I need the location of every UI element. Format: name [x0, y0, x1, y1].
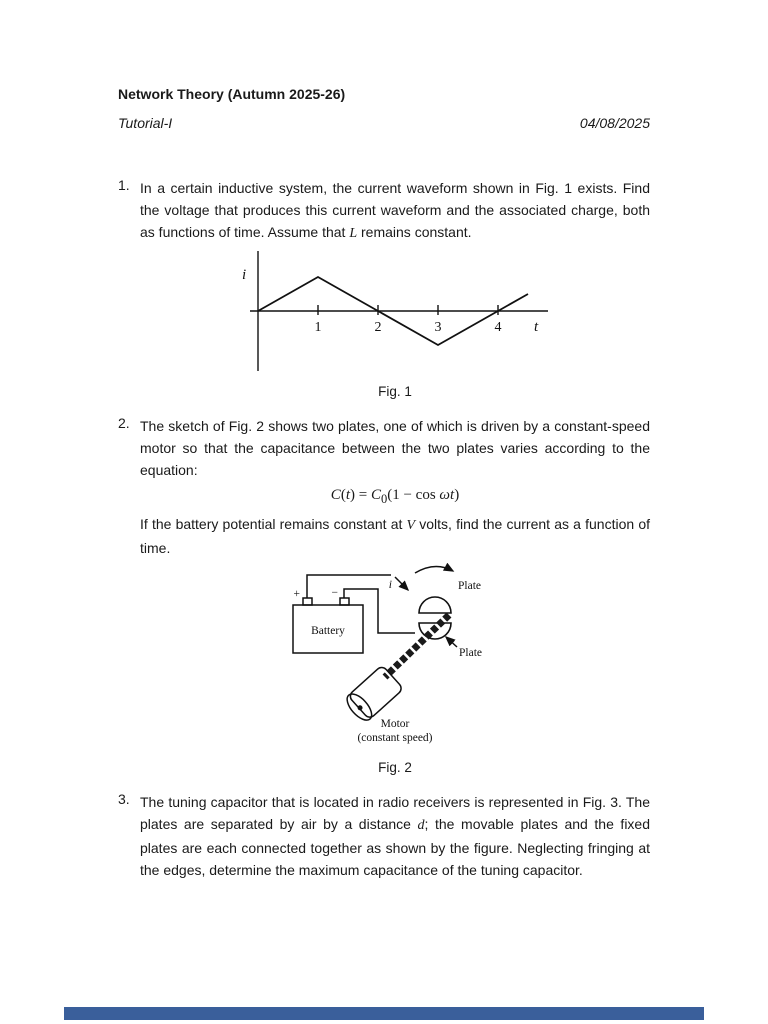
date-label: 04/08/2025: [579, 115, 650, 131]
plate-bottom-arrow: [446, 637, 457, 647]
figure-2-caption: Fig. 2: [378, 760, 412, 775]
question-1-number: 1.: [118, 177, 130, 193]
question-1: [118, 177, 650, 245]
subtitle-row: [118, 115, 650, 131]
battery-label: Battery: [310, 625, 345, 637]
tutorial-label: Tutorial-I: [118, 115, 173, 131]
question-1-text: In a certain inductive system, the current waveform shown in Fig. 1 exists. Find the voltage that produces this current waveform and the associated charge, both as functions of time. Assume that L remains constant.: [140, 180, 650, 241]
rotation-arrow: [415, 566, 453, 573]
question-2: [118, 415, 650, 481]
plate-bottom-label: Plate: [458, 647, 482, 659]
question-2-text: The sketch of Fig. 2 shows two plates, one of which is driven by a constant-speed motor so that the capacitance between the two plates varies according to the equation:: [140, 418, 650, 478]
tick-label-4: 4: [494, 320, 502, 335]
minus-sign: −: [331, 587, 338, 599]
motor-shaft: [385, 615, 449, 677]
course-title: Network Theory (Autumn 2025-26): [118, 86, 346, 102]
motor-sub-label: (constant speed): [356, 732, 433, 744]
figure-1: [140, 247, 650, 399]
figure-1-caption: Fig. 1: [378, 384, 412, 399]
top-plate: [419, 597, 451, 613]
y-axis-label: i: [242, 267, 247, 283]
current-waveform-figure: [230, 247, 560, 377]
battery-terminal-negative: [340, 598, 349, 605]
motor-face-dot: [356, 704, 363, 711]
motor-cylinder: [347, 665, 403, 720]
x-axis-label: t: [534, 319, 539, 335]
battery-terminal-positive: [303, 598, 312, 605]
wire-negative: [344, 589, 415, 633]
motor-capacitor-figure: [283, 563, 508, 753]
tick-label-3: 3: [434, 320, 442, 335]
plus-sign: +: [293, 588, 300, 600]
question-3-number: 3.: [118, 791, 130, 807]
motor-body: [342, 665, 403, 724]
page-break-bar: [64, 1007, 704, 1020]
question-3: [118, 791, 650, 881]
capacitance-equation: $C(t) = C_0(1 - \cos \omega t)$: [330, 487, 460, 506]
tick-label-2: 2: [374, 320, 382, 335]
question-2-number: 2.: [118, 415, 130, 431]
current-arrow: [395, 577, 408, 590]
figure-2: [140, 563, 650, 775]
plate-top-label: Plate: [457, 580, 481, 592]
tick-label-1: 1: [314, 320, 322, 335]
question-2-text-continued: If the battery potential remains constant at V volts, find the current as a function of time.: [140, 516, 651, 556]
question-3-text: The tuning capacitor that is located in radio receivers is represented in Fig. 3. The plates are separated by air by a distance d; the movable plates and the fixed plates are each connected together as shown by the figure. Neglecting fringing at the edges, determine the maximum capacitance of the tuning capacitor.: [140, 794, 651, 878]
motor-label: Motor: [380, 718, 409, 730]
current-label: i: [388, 579, 392, 591]
